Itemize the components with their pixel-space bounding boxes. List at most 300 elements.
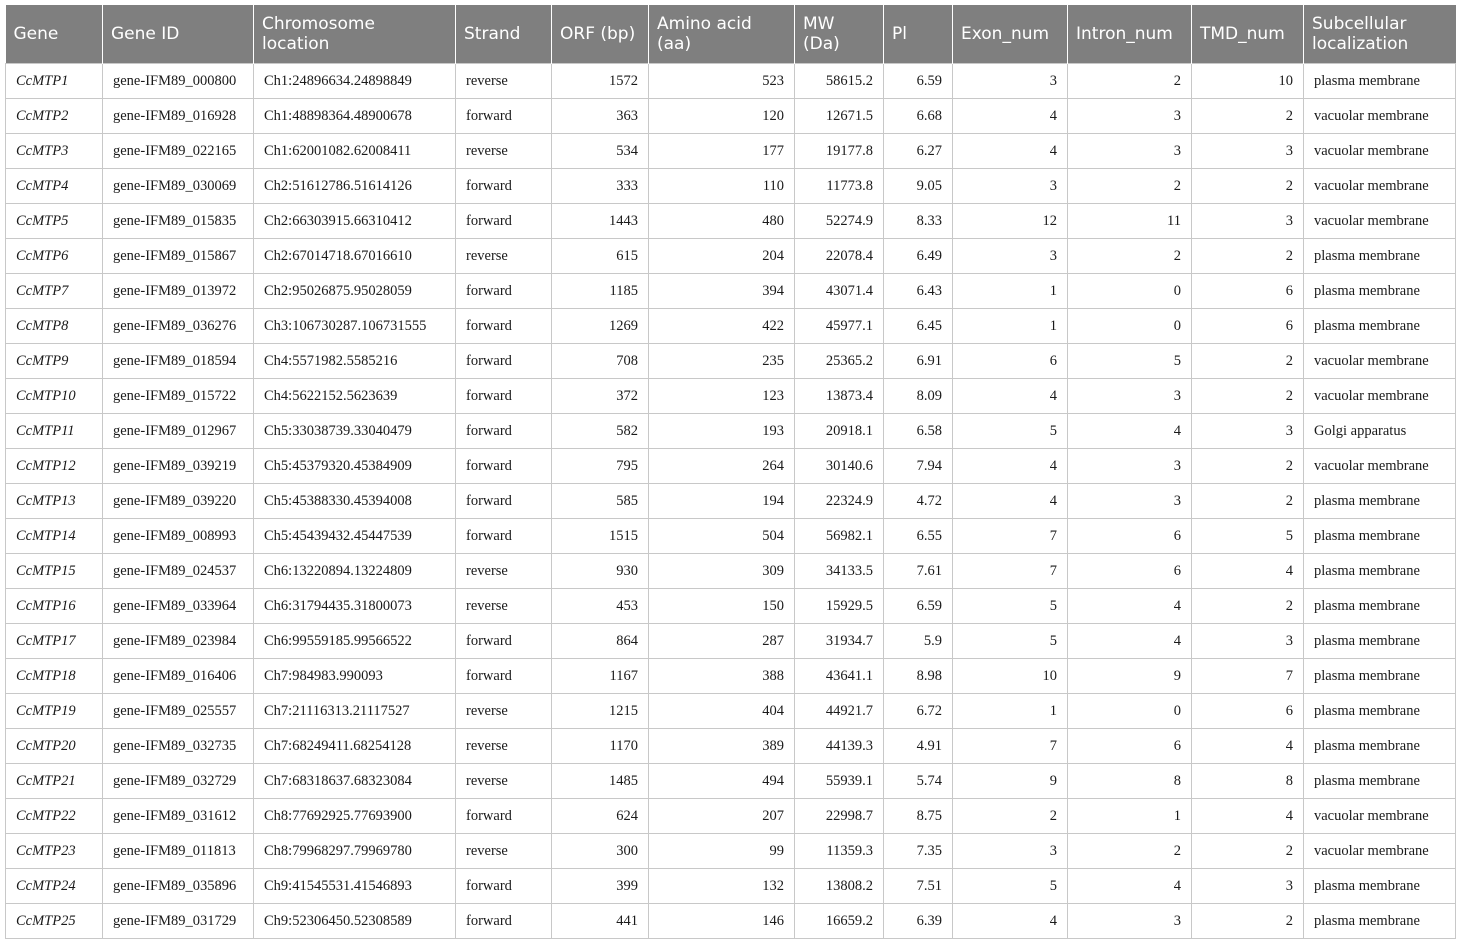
cell-intron-num: 2 [1068,64,1192,99]
cell-intron-num: 2 [1068,239,1192,274]
cell-gene: CcMTP5 [6,204,103,239]
cell-mw: 25365.2 [795,344,884,379]
cell-pi: 6.49 [884,239,953,274]
cell-amino-acid: 494 [649,764,795,799]
cell-gene: CcMTP25 [6,904,103,939]
cell-gene: CcMTP11 [6,414,103,449]
cell-subcellular-localization: plasma membrane [1304,309,1456,344]
cell-subcellular-localization: plasma membrane [1304,519,1456,554]
table-row [6,659,1456,694]
cell-chromosome-location: Ch7:68318637.68323084 [254,764,456,799]
cell-exon-num: 5 [953,624,1068,659]
cell-chromosome-location: Ch6:99559185.99566522 [254,624,456,659]
cell-strand: reverse [456,729,552,764]
cell-tmd-num: 8 [1192,764,1304,799]
cell-exon-num: 4 [953,449,1068,484]
cell-strand: reverse [456,554,552,589]
cell-gene: CcMTP23 [6,834,103,869]
gene-table [5,5,1456,939]
cell-amino-acid: 193 [649,414,795,449]
cell-chromosome-location: Ch5:45388330.45394008 [254,484,456,519]
cell-subcellular-localization: plasma membrane [1304,589,1456,624]
header-tmd-num: TMD_num [1192,5,1304,64]
cell-exon-num: 3 [953,239,1068,274]
cell-gene: CcMTP9 [6,344,103,379]
cell-gene-id: gene-IFM89_032729 [103,764,254,799]
cell-strand: reverse [456,64,552,99]
cell-subcellular-localization: vacuolar membrane [1304,134,1456,169]
cell-pi: 6.39 [884,904,953,939]
cell-intron-num: 0 [1068,694,1192,729]
cell-subcellular-localization: vacuolar membrane [1304,379,1456,414]
cell-gene-id: gene-IFM89_035896 [103,869,254,904]
cell-exon-num: 7 [953,554,1068,589]
cell-orf: 1170 [552,729,649,764]
cell-exon-num: 7 [953,519,1068,554]
cell-gene-id: gene-IFM89_015867 [103,239,254,274]
cell-chromosome-location: Ch5:45439432.45447539 [254,519,456,554]
cell-mw: 19177.8 [795,134,884,169]
cell-subcellular-localization: plasma membrane [1304,554,1456,589]
cell-tmd-num: 2 [1192,589,1304,624]
cell-gene-id: gene-IFM89_012967 [103,414,254,449]
cell-intron-num: 9 [1068,659,1192,694]
cell-amino-acid: 523 [649,64,795,99]
cell-subcellular-localization: vacuolar membrane [1304,799,1456,834]
cell-exon-num: 1 [953,694,1068,729]
cell-mw: 22998.7 [795,799,884,834]
cell-tmd-num: 6 [1192,274,1304,309]
cell-orf: 795 [552,449,649,484]
cell-mw: 55939.1 [795,764,884,799]
cell-orf: 1185 [552,274,649,309]
cell-orf: 624 [552,799,649,834]
cell-exon-num: 4 [953,99,1068,134]
cell-intron-num: 5 [1068,344,1192,379]
cell-amino-acid: 235 [649,344,795,379]
cell-intron-num: 11 [1068,204,1192,239]
cell-amino-acid: 194 [649,484,795,519]
cell-exon-num: 4 [953,484,1068,519]
cell-chromosome-location: Ch2:67014718.67016610 [254,239,456,274]
cell-orf: 1515 [552,519,649,554]
cell-tmd-num: 3 [1192,624,1304,659]
cell-amino-acid: 422 [649,309,795,344]
cell-strand: forward [456,519,552,554]
cell-exon-num: 4 [953,379,1068,414]
table-row [6,904,1456,939]
cell-gene: CcMTP20 [6,729,103,764]
header-gene: Gene [6,5,103,64]
cell-intron-num: 4 [1068,624,1192,659]
cell-mw: 31934.7 [795,624,884,659]
cell-amino-acid: 177 [649,134,795,169]
cell-exon-num: 4 [953,134,1068,169]
cell-gene-id: gene-IFM89_025557 [103,694,254,729]
cell-amino-acid: 99 [649,834,795,869]
cell-chromosome-location: Ch7:984983.990093 [254,659,456,694]
table-row [6,869,1456,904]
cell-gene-id: gene-IFM89_023984 [103,624,254,659]
cell-gene: CcMTP10 [6,379,103,414]
table-row [6,99,1456,134]
cell-orf: 585 [552,484,649,519]
cell-gene-id: gene-IFM89_033964 [103,589,254,624]
cell-exon-num: 9 [953,764,1068,799]
table-row [6,134,1456,169]
header-row [6,5,1456,64]
cell-gene-id: gene-IFM89_016928 [103,99,254,134]
cell-pi: 7.35 [884,834,953,869]
cell-gene: CcMTP6 [6,239,103,274]
cell-chromosome-location: Ch2:66303915.66310412 [254,204,456,239]
cell-amino-acid: 309 [649,554,795,589]
cell-tmd-num: 3 [1192,869,1304,904]
cell-mw: 12671.5 [795,99,884,134]
table-row [6,764,1456,799]
cell-tmd-num: 3 [1192,134,1304,169]
cell-exon-num: 5 [953,869,1068,904]
cell-gene: CcMTP14 [6,519,103,554]
cell-pi: 6.91 [884,344,953,379]
cell-strand: reverse [456,134,552,169]
cell-strand: forward [456,99,552,134]
cell-pi: 5.74 [884,764,953,799]
cell-chromosome-location: Ch5:45379320.45384909 [254,449,456,484]
cell-gene-id: gene-IFM89_036276 [103,309,254,344]
cell-amino-acid: 150 [649,589,795,624]
cell-tmd-num: 2 [1192,239,1304,274]
cell-tmd-num: 2 [1192,449,1304,484]
table-row [6,344,1456,379]
cell-subcellular-localization: vacuolar membrane [1304,834,1456,869]
cell-orf: 864 [552,624,649,659]
cell-gene: CcMTP1 [6,64,103,99]
cell-chromosome-location: Ch1:48898364.48900678 [254,99,456,134]
cell-gene-id: gene-IFM89_022165 [103,134,254,169]
cell-intron-num: 0 [1068,309,1192,344]
cell-pi: 6.72 [884,694,953,729]
cell-gene-id: gene-IFM89_015722 [103,379,254,414]
cell-tmd-num: 6 [1192,309,1304,344]
cell-pi: 6.59 [884,589,953,624]
cell-exon-num: 3 [953,64,1068,99]
cell-amino-acid: 110 [649,169,795,204]
cell-subcellular-localization: vacuolar membrane [1304,169,1456,204]
cell-chromosome-location: Ch5:33038739.33040479 [254,414,456,449]
table-row [6,834,1456,869]
cell-pi: 5.9 [884,624,953,659]
cell-strand: forward [456,904,552,939]
cell-subcellular-localization: Golgi apparatus [1304,414,1456,449]
cell-orf: 1572 [552,64,649,99]
cell-strand: forward [456,274,552,309]
cell-amino-acid: 264 [649,449,795,484]
cell-pi: 6.59 [884,64,953,99]
cell-intron-num: 1 [1068,799,1192,834]
cell-tmd-num: 2 [1192,169,1304,204]
cell-orf: 300 [552,834,649,869]
cell-exon-num: 6 [953,344,1068,379]
cell-gene: CcMTP18 [6,659,103,694]
cell-intron-num: 3 [1068,379,1192,414]
cell-chromosome-location: Ch8:79968297.79969780 [254,834,456,869]
cell-chromosome-location: Ch8:77692925.77693900 [254,799,456,834]
cell-mw: 44921.7 [795,694,884,729]
table-row [6,624,1456,659]
cell-gene-id: gene-IFM89_032735 [103,729,254,764]
cell-strand: reverse [456,239,552,274]
header-subcellular-localization: Subcellular localization [1304,5,1456,64]
cell-orf: 441 [552,904,649,939]
cell-mw: 11359.3 [795,834,884,869]
cell-gene-id: gene-IFM89_000800 [103,64,254,99]
cell-strand: forward [456,659,552,694]
cell-orf: 399 [552,869,649,904]
cell-subcellular-localization: plasma membrane [1304,904,1456,939]
table-row [6,64,1456,99]
cell-chromosome-location: Ch2:95026875.95028059 [254,274,456,309]
cell-orf: 930 [552,554,649,589]
cell-subcellular-localization: plasma membrane [1304,274,1456,309]
table-row [6,589,1456,624]
cell-mw: 13808.2 [795,869,884,904]
cell-gene: CcMTP22 [6,799,103,834]
cell-pi: 7.61 [884,554,953,589]
cell-subcellular-localization: plasma membrane [1304,729,1456,764]
cell-intron-num: 4 [1068,589,1192,624]
cell-gene-id: gene-IFM89_031612 [103,799,254,834]
cell-tmd-num: 4 [1192,799,1304,834]
cell-gene: CcMTP24 [6,869,103,904]
cell-amino-acid: 123 [649,379,795,414]
cell-gene: CcMTP8 [6,309,103,344]
cell-gene: CcMTP2 [6,99,103,134]
table-row [6,694,1456,729]
cell-intron-num: 3 [1068,484,1192,519]
table-row [6,274,1456,309]
cell-orf: 1269 [552,309,649,344]
cell-pi: 8.33 [884,204,953,239]
table-container [5,5,1455,939]
cell-strand: forward [456,204,552,239]
cell-pi: 9.05 [884,169,953,204]
cell-orf: 582 [552,414,649,449]
header-amino-acid: Amino acid (aa) [649,5,795,64]
cell-pi: 6.68 [884,99,953,134]
cell-intron-num: 6 [1068,729,1192,764]
cell-amino-acid: 504 [649,519,795,554]
cell-subcellular-localization: plasma membrane [1304,659,1456,694]
table-row [6,414,1456,449]
cell-subcellular-localization: plasma membrane [1304,484,1456,519]
cell-amino-acid: 480 [649,204,795,239]
cell-chromosome-location: Ch4:5571982.5585216 [254,344,456,379]
cell-chromosome-location: Ch7:21116313.21117527 [254,694,456,729]
cell-mw: 13873.4 [795,379,884,414]
cell-strand: forward [456,449,552,484]
cell-strand: reverse [456,834,552,869]
cell-exon-num: 5 [953,589,1068,624]
cell-tmd-num: 7 [1192,659,1304,694]
cell-mw: 45977.1 [795,309,884,344]
cell-subcellular-localization: plasma membrane [1304,764,1456,799]
cell-strand: forward [456,484,552,519]
cell-intron-num: 8 [1068,764,1192,799]
cell-amino-acid: 120 [649,99,795,134]
cell-exon-num: 4 [953,904,1068,939]
cell-subcellular-localization: vacuolar membrane [1304,99,1456,134]
cell-amino-acid: 388 [649,659,795,694]
cell-intron-num: 3 [1068,449,1192,484]
cell-subcellular-localization: plasma membrane [1304,239,1456,274]
cell-pi: 4.72 [884,484,953,519]
cell-gene: CcMTP3 [6,134,103,169]
cell-gene-id: gene-IFM89_016406 [103,659,254,694]
cell-gene-id: gene-IFM89_018594 [103,344,254,379]
cell-pi: 6.55 [884,519,953,554]
cell-tmd-num: 2 [1192,904,1304,939]
cell-subcellular-localization: plasma membrane [1304,869,1456,904]
cell-mw: 11773.8 [795,169,884,204]
cell-strand: forward [456,309,552,344]
cell-mw: 52274.9 [795,204,884,239]
cell-gene-id: gene-IFM89_008993 [103,519,254,554]
cell-mw: 15929.5 [795,589,884,624]
cell-pi: 6.58 [884,414,953,449]
cell-gene-id: gene-IFM89_015835 [103,204,254,239]
cell-exon-num: 12 [953,204,1068,239]
cell-intron-num: 4 [1068,414,1192,449]
cell-gene: CcMTP15 [6,554,103,589]
cell-mw: 30140.6 [795,449,884,484]
cell-orf: 1167 [552,659,649,694]
cell-gene-id: gene-IFM89_011813 [103,834,254,869]
cell-subcellular-localization: vacuolar membrane [1304,344,1456,379]
cell-gene: CcMTP4 [6,169,103,204]
cell-exon-num: 10 [953,659,1068,694]
cell-gene-id: gene-IFM89_024537 [103,554,254,589]
table-row [6,204,1456,239]
cell-mw: 20918.1 [795,414,884,449]
table-row [6,519,1456,554]
cell-amino-acid: 404 [649,694,795,729]
cell-orf: 453 [552,589,649,624]
cell-gene-id: gene-IFM89_013972 [103,274,254,309]
cell-tmd-num: 2 [1192,99,1304,134]
cell-exon-num: 3 [953,169,1068,204]
cell-strand: reverse [456,589,552,624]
cell-chromosome-location: Ch6:31794435.31800073 [254,589,456,624]
header-exon-num: Exon_num [953,5,1068,64]
cell-tmd-num: 2 [1192,484,1304,519]
cell-amino-acid: 146 [649,904,795,939]
cell-pi: 6.43 [884,274,953,309]
cell-chromosome-location: Ch1:62001082.62008411 [254,134,456,169]
cell-amino-acid: 132 [649,869,795,904]
cell-orf: 363 [552,99,649,134]
cell-subcellular-localization: vacuolar membrane [1304,204,1456,239]
cell-chromosome-location: Ch2:51612786.51614126 [254,169,456,204]
header-chromosome-location: Chromosome location [254,5,456,64]
cell-intron-num: 3 [1068,904,1192,939]
cell-mw: 34133.5 [795,554,884,589]
cell-orf: 1443 [552,204,649,239]
table-row [6,239,1456,274]
cell-mw: 43071.4 [795,274,884,309]
table-row [6,799,1456,834]
cell-amino-acid: 207 [649,799,795,834]
cell-orf: 615 [552,239,649,274]
cell-gene-id: gene-IFM89_039219 [103,449,254,484]
cell-mw: 22078.4 [795,239,884,274]
table-row [6,449,1456,484]
cell-pi: 8.98 [884,659,953,694]
cell-intron-num: 2 [1068,834,1192,869]
header-orf: ORF (bp) [552,5,649,64]
cell-subcellular-localization: vacuolar membrane [1304,449,1456,484]
cell-strand: forward [456,624,552,659]
cell-intron-num: 0 [1068,274,1192,309]
cell-chromosome-location: Ch1:24896634.24898849 [254,64,456,99]
cell-chromosome-location: Ch4:5622152.5623639 [254,379,456,414]
cell-exon-num: 1 [953,274,1068,309]
table-row [6,169,1456,204]
cell-gene: CcMTP12 [6,449,103,484]
cell-pi: 7.51 [884,869,953,904]
cell-pi: 7.94 [884,449,953,484]
cell-strand: forward [456,169,552,204]
cell-tmd-num: 4 [1192,729,1304,764]
cell-intron-num: 6 [1068,519,1192,554]
cell-tmd-num: 2 [1192,379,1304,414]
cell-pi: 8.75 [884,799,953,834]
cell-pi: 8.09 [884,379,953,414]
cell-orf: 534 [552,134,649,169]
cell-gene: CcMTP21 [6,764,103,799]
cell-tmd-num: 2 [1192,344,1304,379]
table-row [6,729,1456,764]
cell-pi: 6.27 [884,134,953,169]
cell-mw: 43641.1 [795,659,884,694]
cell-tmd-num: 10 [1192,64,1304,99]
cell-tmd-num: 6 [1192,694,1304,729]
table-row [6,484,1456,519]
cell-amino-acid: 389 [649,729,795,764]
cell-strand: forward [456,379,552,414]
header-mw: MW (Da) [795,5,884,64]
cell-intron-num: 6 [1068,554,1192,589]
cell-orf: 333 [552,169,649,204]
cell-mw: 56982.1 [795,519,884,554]
cell-tmd-num: 5 [1192,519,1304,554]
table-body [6,64,1456,939]
cell-strand: forward [456,344,552,379]
table-row [6,309,1456,344]
cell-gene-id: gene-IFM89_031729 [103,904,254,939]
cell-subcellular-localization: plasma membrane [1304,624,1456,659]
cell-tmd-num: 2 [1192,834,1304,869]
cell-chromosome-location: Ch6:13220894.13224809 [254,554,456,589]
cell-exon-num: 2 [953,799,1068,834]
cell-tmd-num: 3 [1192,204,1304,239]
header-gene-id: Gene ID [103,5,254,64]
cell-exon-num: 5 [953,414,1068,449]
cell-orf: 1215 [552,694,649,729]
cell-orf: 1485 [552,764,649,799]
cell-gene: CcMTP13 [6,484,103,519]
cell-chromosome-location: Ch3:106730287.106731555 [254,309,456,344]
